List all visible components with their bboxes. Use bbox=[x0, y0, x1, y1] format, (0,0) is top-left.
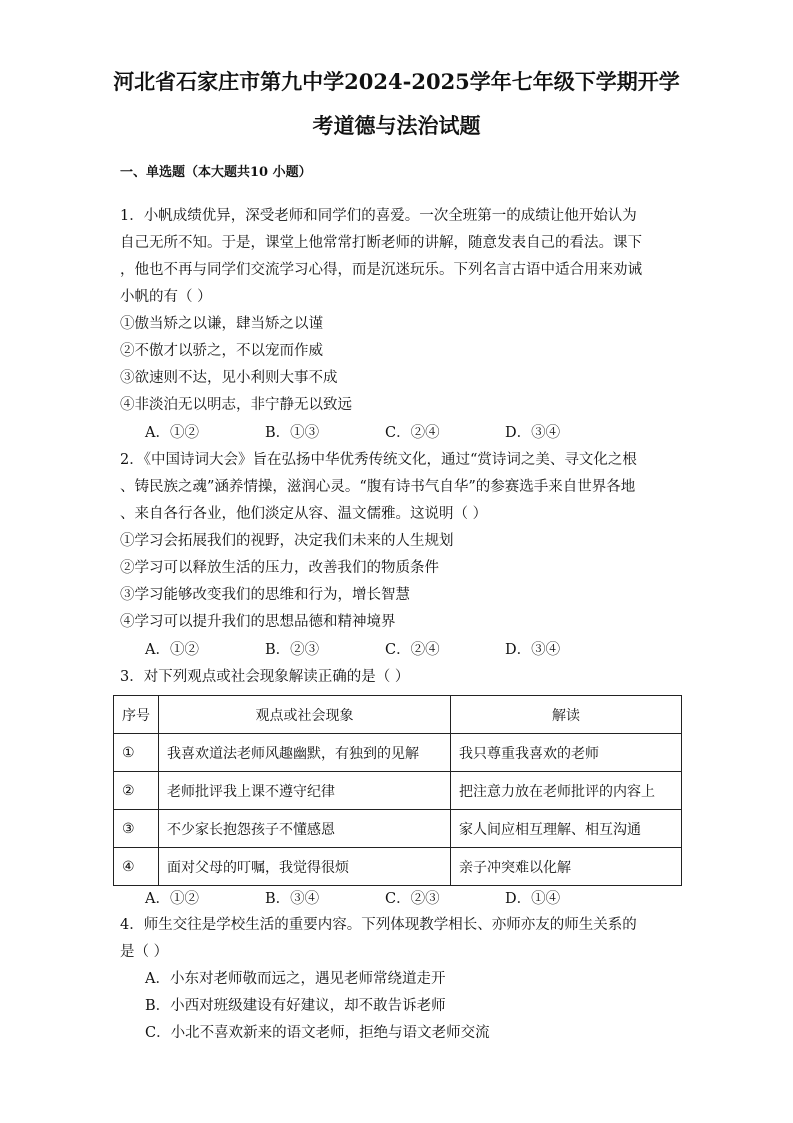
table-header-cell: 序号 bbox=[114, 696, 159, 734]
title-line-2: 考道德与法治试题 bbox=[312, 113, 481, 138]
section-heading: 一、单选题（本大题共10 小题） bbox=[120, 165, 312, 180]
q2-option-b[interactable]: B．②③ bbox=[265, 642, 320, 658]
q1-item-3: ③欲速则不达，见小利则大事不成 bbox=[120, 370, 338, 386]
table-header-cell: 解读 bbox=[451, 696, 682, 734]
q2-option-a[interactable]: A．①② bbox=[145, 642, 199, 658]
q1-option-c[interactable]: C．②④ bbox=[385, 425, 440, 441]
table-row bbox=[114, 772, 682, 810]
q3-option-d[interactable]: D．①④ bbox=[505, 891, 561, 907]
table-cell: 不少家长抱怨孩子不懂感恩 bbox=[159, 810, 451, 848]
table-cell: ③ bbox=[114, 810, 159, 848]
q2-item-1: ①学习会拓展我们的视野，决定我们未来的人生规划 bbox=[120, 533, 454, 549]
table-row bbox=[114, 810, 682, 848]
q2-options bbox=[145, 638, 560, 659]
q1-stem-line-3: ，他也不再与同学们交流学习心得，而是沉迷玩乐。下列名言古语中适合用来劝诫 bbox=[120, 262, 642, 278]
q4-option-b[interactable]: B．小西对班级建设有好建议，却不敢告诉老师 bbox=[145, 998, 446, 1014]
q1-item-4: ④非淡泊无以明志，非宁静无以致远 bbox=[120, 397, 352, 413]
table-cell: 我只尊重我喜欢的老师 bbox=[451, 734, 682, 772]
title-line-1: 河北省石家庄市第九中学2024-2025学年七年级下学期开学 bbox=[113, 69, 680, 94]
q4-stem-line-2: 是（ ） bbox=[120, 944, 169, 960]
q2-item-3: ③学习能够改变我们的思维和行为，增长智慧 bbox=[120, 587, 410, 603]
q4-stem-line-1: 4．师生交往是学校生活的重要内容。下列体现教学相长、亦师亦友的师生关系的 bbox=[120, 917, 637, 933]
q1-item-2: ②不傲才以骄之，不以宠而作威 bbox=[120, 343, 323, 359]
q3-stem: 3．对下列观点或社会现象解读正确的是（ ） bbox=[120, 669, 410, 685]
q1-stem-line-2: 自己无所不知。于是，课堂上他常常打断老师的讲解，随意发表自己的看法。课下 bbox=[120, 235, 642, 251]
q1-options bbox=[145, 421, 560, 442]
table-header-row bbox=[114, 696, 682, 734]
q2-stem-line-3: 、来自各行各业，他们淡定从容、温文儒雅。这说明（ ） bbox=[120, 506, 488, 522]
table-row bbox=[114, 734, 682, 772]
table-header-cell: 观点或社会现象 bbox=[159, 696, 451, 734]
q1-stem-line-1: 1．小帆成绩优异，深受老师和同学们的喜爱。一次全班第一的成绩让他开始认为 bbox=[120, 208, 637, 224]
q2-option-d[interactable]: D．③④ bbox=[505, 642, 561, 658]
table-cell: 家人间应相互理解、相互沟通 bbox=[451, 810, 682, 848]
page-title bbox=[100, 60, 693, 148]
q1-option-d[interactable]: D．③④ bbox=[505, 425, 561, 441]
q1-option-a[interactable]: A．①② bbox=[145, 425, 199, 441]
q4-option-a[interactable]: A．小东对老师敬而远之，遇见老师常绕道走开 bbox=[145, 971, 446, 987]
q1-option-b[interactable]: B．①③ bbox=[265, 425, 320, 441]
q3-table bbox=[113, 695, 682, 886]
q4-option-c[interactable]: C．小北不喜欢新来的语文老师，拒绝与语文老师交流 bbox=[145, 1025, 490, 1041]
table-row bbox=[114, 848, 682, 886]
table-cell: 亲子冲突难以化解 bbox=[451, 848, 682, 886]
q2-option-c[interactable]: C．②④ bbox=[385, 642, 440, 658]
table-cell: 我喜欢道法老师风趣幽默，有独到的见解 bbox=[159, 734, 451, 772]
table-cell: ① bbox=[114, 734, 159, 772]
table-cell: 把注意力放在老师批评的内容上 bbox=[451, 772, 682, 810]
table-cell: 老师批评我上课不遵守纪律 bbox=[159, 772, 451, 810]
q1-stem-line-4: 小帆的有（ ） bbox=[120, 289, 212, 305]
q3-option-c[interactable]: C．②③ bbox=[385, 891, 440, 907]
q2-stem-line-2: 、铸民族之魂”涵养情操，滋润心灵。“腹有诗书气自华”的参赛选手来自世界各地 bbox=[120, 479, 636, 495]
q3-option-a[interactable]: A．①② bbox=[145, 891, 199, 907]
q3-options bbox=[145, 887, 560, 908]
table-cell: ② bbox=[114, 772, 159, 810]
q2-item-4: ④学习可以提升我们的思想品德和精神境界 bbox=[120, 614, 396, 630]
q1-item-1: ①傲当矫之以谦，肆当矫之以谨 bbox=[120, 316, 323, 332]
table-cell: 面对父母的叮嘱，我觉得很烦 bbox=[159, 848, 451, 886]
q2-item-2: ②学习可以释放生活的压力，改善我们的物质条件 bbox=[120, 560, 439, 576]
table-cell: ④ bbox=[114, 848, 159, 886]
q2-stem-line-1: 2．《中国诗词大会》旨在弘扬中华优秀传统文化，通过“赏诗词之美、寻文化之根 bbox=[120, 452, 637, 468]
q3-option-b[interactable]: B．③④ bbox=[265, 891, 320, 907]
